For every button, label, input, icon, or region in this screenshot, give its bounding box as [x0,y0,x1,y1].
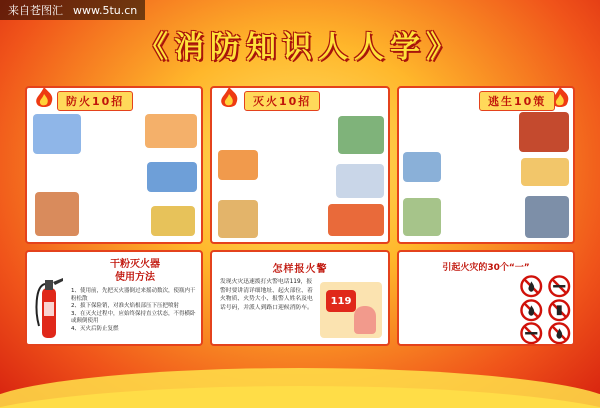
illustration [145,114,197,148]
no-fire-sign-icon [519,274,544,299]
flame-icon [216,86,242,108]
person-illustration [354,306,376,334]
illustration [147,162,197,192]
fire-extinguisher-icon [33,272,65,342]
illustration [519,112,569,152]
illustration [336,164,384,198]
extinguisher-steps [71,288,199,333]
illustration [35,192,79,236]
panel-title: 防火10招 [57,91,133,111]
page-title: 《消防知识人人学》 [138,30,462,65]
illustration [151,206,195,236]
no-fire-sign-icon [547,321,572,346]
panel-report-fire [210,250,390,346]
prohibition-signs [519,274,571,342]
report-title: 怎样报火警 [272,264,328,275]
panel-title: 灭火10招 [244,91,320,111]
extinguisher-title [73,258,197,284]
extinguisher-step: 2、拔下保险销，对准火焰根部压下压把喷射 [71,303,180,309]
illustration [33,114,81,154]
illustration [218,150,258,180]
extinguisher-title-line2: 使用方法 [115,272,155,283]
flame-icon [31,86,57,108]
bottom-wave-front [0,368,600,408]
illustration [403,198,441,236]
illustration [328,204,384,236]
phone-119-badge: 119 [326,290,356,312]
illustration [320,282,382,338]
no-smoking-sign-icon [547,274,572,299]
panel-fire-causes [397,250,575,346]
illustration [525,196,569,238]
watermark-bar [0,0,145,20]
illustration [218,200,258,238]
panel-fire-prevention [25,86,203,244]
extinguisher-title-line1: 干粉灭火器 [110,259,160,270]
no-fireworks-sign-icon [547,298,572,323]
panel-extinguisher [25,250,203,346]
report-text: 发现火灾迅速拨打火警电话119，报警时要讲清详细地址、起火部位、着火物质、火势大小、报警人姓名及电话号码，并派人到路口迎候消防车。 [220,279,313,311]
illustration [403,152,441,182]
no-fire-sign-icon [519,298,544,323]
illustration [338,116,384,154]
no-smoking-sign-icon [519,321,544,346]
panel-fire-fighting [210,86,390,244]
panel-title: 逃生10策 [479,91,555,111]
causes-title: 引起火灾的30个“一” [442,263,530,273]
watermark-left: 来自苍图汇 [8,4,63,17]
watermark-right: www.5tu.cn [73,3,138,17]
extinguisher-step: 1、使用前，先把灭火器倒过来摇动数次，使瓶内干粉松散 [71,288,196,302]
extinguisher-step: 3、在灭火过程中，应始终保持直立状态，不得横卧或颠倒使用 [71,310,196,324]
panel-escape [397,86,575,244]
extinguisher-step: 4、灭火后防止复燃 [71,325,119,332]
illustration [521,158,569,186]
